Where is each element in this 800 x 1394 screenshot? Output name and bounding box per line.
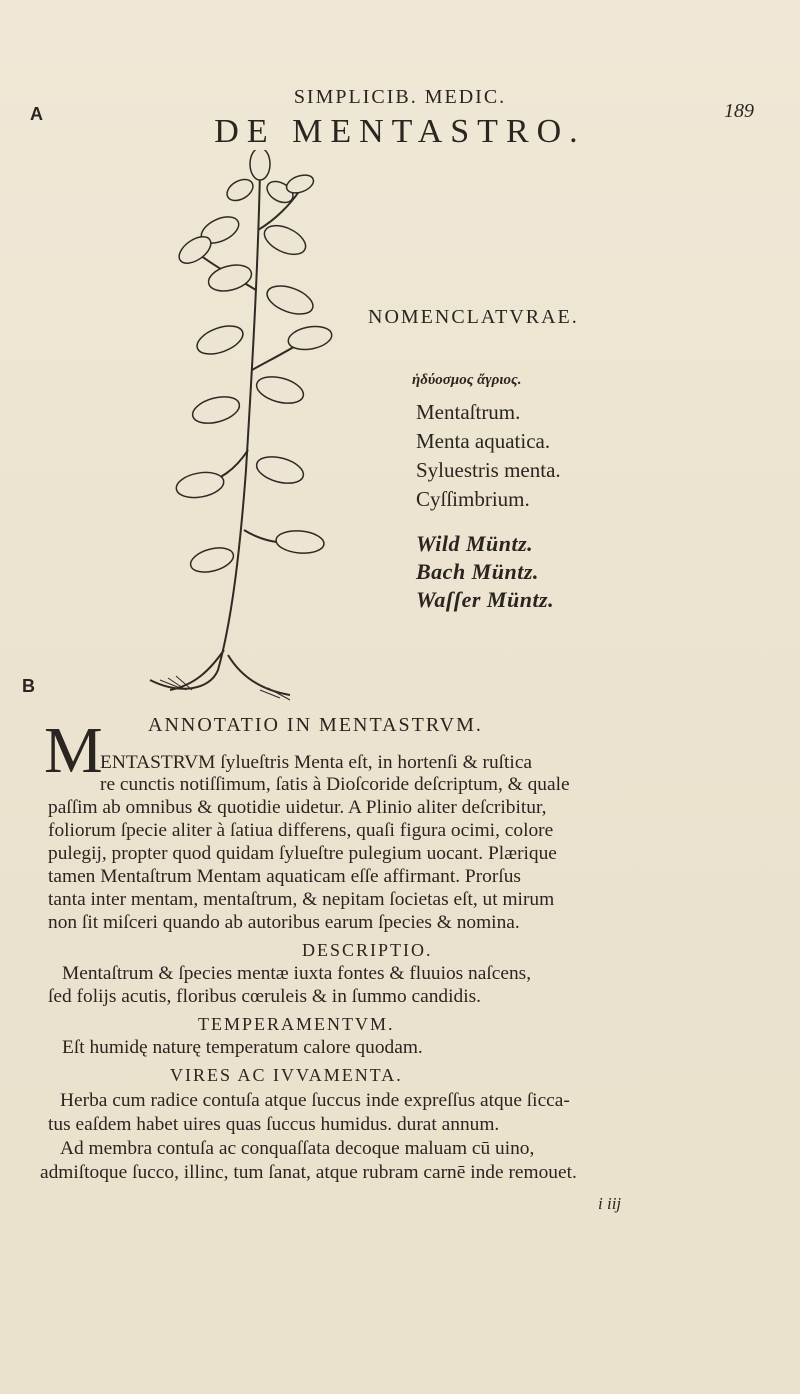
page-title: DE MENTASTRO. [214,113,586,150]
annotation-line: tamen Mentaſtrum Mentam aquaticam eſſe affirmant. Prorſus [48,866,521,887]
latin-name: Cyſſimbrium. [416,487,530,511]
temperament-line: Eſt humidę naturę temperatum calore quodam. [62,1037,423,1058]
annotation-line: tanta inter mentam, mentaſtrum, & nepitam ſocietas eſt, ut mirum [48,889,555,910]
annotation-heading: ANNOTATIO IN MENTASTRVM. [148,714,483,736]
german-name: Wild Müntz. [416,531,534,556]
description-line: Mentaſtrum & ſpecies mentæ iuxta fontes & fluuios naſcens, [62,963,532,984]
description-heading: DESCRIPTIO. [302,940,433,960]
german-name: Bach Müntz. [416,559,539,584]
annotation-line: non ſit miſceri quando ab autoribus earum ſpecies & nomina. [48,912,520,933]
latin-names [416,398,561,514]
virtues-line: Ad membra contuſa ac conquaſſata decoque maluam cū uino, [60,1138,535,1159]
page-number: 189 [724,100,754,122]
temperament-heading: TEMPERAMENTVM. [198,1014,395,1034]
virtues-line: admiſtoque ſucco, illinc, tum ſanat, atque rubram carnē inde remouet. [40,1162,577,1183]
drop-cap: M [44,714,103,787]
signature-mark: i iij [598,1194,622,1213]
margin-mark-b: B [22,676,35,696]
annotation-line: foliorum ſpecie aliter à ſatiua differens, quaſi figura ocimi, colore [48,820,554,841]
virtues-line: tus eaſdem habet uires quas ſuccus humidus. durat annum. [48,1114,500,1135]
running-head: SIMPLICIB. MEDIC. [293,86,507,108]
german-names [416,530,554,614]
margin-mark-a: A [30,104,43,124]
annotation-line: paſſim ab omnibus & quotidie uidetur. A Plinio aliter deſcribitur, [48,797,547,818]
german-name: Waſſer Müntz. [416,587,555,612]
annotation-line: re cunctis notiſſimum, ſatis à Dioſcoride deſcriptum, & quale [100,774,570,795]
latin-name: Mentaſtrum. [416,400,521,424]
latin-name: Menta aquatica. [416,429,551,453]
greek-name: ἡδύοσμος ἄγριος. [412,372,522,388]
virtues-line: Herba cum radice contuſa atque ſuccus inde expreſſus atque ſicca- [60,1090,570,1111]
description-line: ſed folijs acutis, floribus cœruleis & in ſummo candidis. [48,986,481,1007]
plant-woodcut-illustration [140,150,340,710]
latin-name: Syluestris menta. [416,458,561,482]
annotation-line: ENTASTRVM ſylueſtris Menta eſt, in hortenſi & ruſtica [100,752,533,773]
nomenclature-heading: NOMENCLATVRAE. [368,306,579,328]
virtues-heading: VIRES AC IVVAMENTA. [170,1065,403,1085]
annotation-line: pulegij, propter quod quidam ſylueſtre pulegium uocant. Plærique [48,843,557,864]
